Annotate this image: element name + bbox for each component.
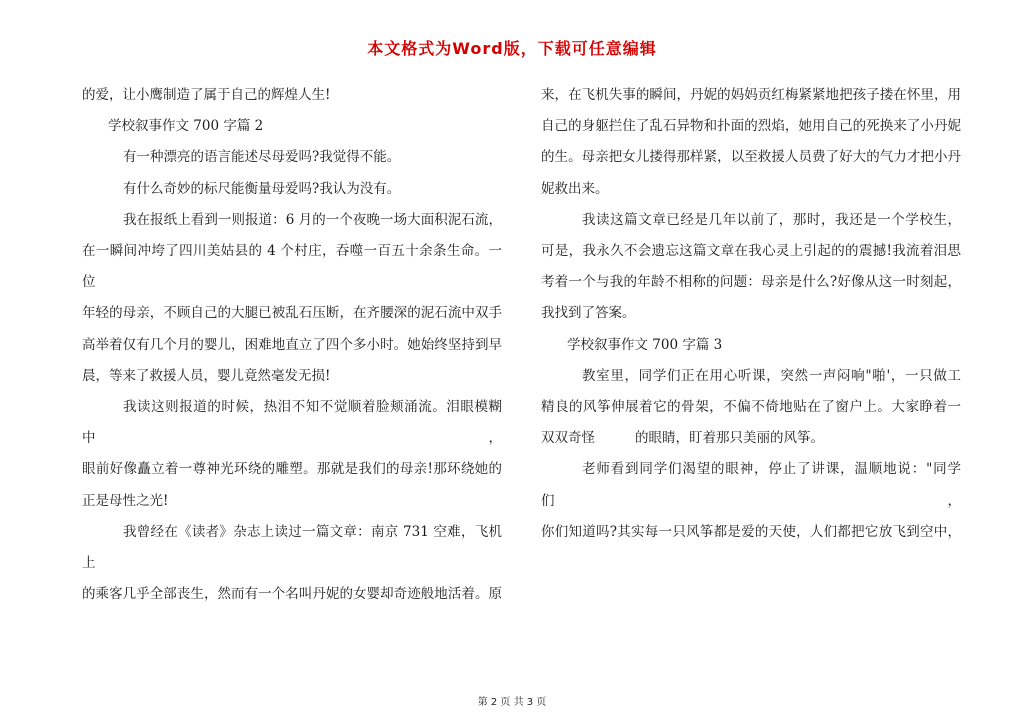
section-heading: 学校叙事作文 700 字篇 2 <box>108 118 264 135</box>
text-line: 我找到了答案。 <box>541 305 636 322</box>
text-line: 的生。母亲把女儿搂得那样紧，以至救援人员费了好大的气力才把小丹 <box>541 149 961 166</box>
paragraph: 有一种漂亮的语言能述尽母爱吗?我觉得不能。 <box>123 149 401 166</box>
left-column <box>82 80 502 610</box>
text-line: 在一瞬间冲垮了四川美姑县的 4 个村庄，吞噬一百五十余条生命。一位 <box>82 243 502 291</box>
text-line: 考着一个与我的年龄不相称的问题：母亲是什么?好像从这一时刻起， <box>541 274 961 291</box>
text-line: 我在报纸上看到一则报道：6 月的一个夜晚一场大面积泥石流， <box>123 211 502 228</box>
text-line: 正是母性之光! <box>82 492 169 509</box>
text-line: 眼前好像矗立着一尊神光环绕的雕塑。那就是我们的母亲!那环绕她的 <box>82 461 502 478</box>
text-fragment: 双双奇怪 <box>541 430 595 447</box>
text-line: 你们知道吗?其实每一只风筝都是爱的天使，人们都把它放飞到空中， <box>541 523 961 540</box>
text-line: 晨，等来了救援人员，婴儿竟然毫发无损! <box>82 367 331 384</box>
paragraph: 的爱，让小鹰制造了属于自己的辉煌人生! <box>82 87 331 103</box>
text-line: 年轻的母亲，不顾自己的大腿已被乱石压断，在齐腰深的泥石流中双手 <box>82 305 502 322</box>
text-line: 我读这则报道的时候，热泪不知不觉顺着脸颊涌流。泪眼模糊中， <box>82 399 502 447</box>
text-line: 老师看到同学们渴望的眼神，停止了讲课，温顺地说："同学们， <box>541 461 961 509</box>
text-line: 精良的风筝伸展着它的骨架，不偏不倚地贴在了窗户上。大家睁着一 <box>541 399 961 416</box>
text-line: 来，在飞机失事的瞬间，丹妮的妈妈贡红梅紧紧地把孩子搂在怀里，用 <box>541 87 961 103</box>
text-line: 的乘客几乎全部丧生，然而有一个名叫丹妮的女婴却奇迹般地活着。原 <box>82 586 502 603</box>
right-column <box>541 80 961 548</box>
text-line: 自己的身躯拦住了乱石异物和扑面的烈焰，她用自己的死换来了小丹妮 <box>541 118 961 135</box>
text-line: 我读这篇文章已经是几年以前了，那时，我还是一个学校生， <box>582 211 961 228</box>
text-line: 教室里，同学们正在用心听课，突然一声闷响"啪'，一只做工 <box>582 367 961 384</box>
download-banner: 本文格式为Word版，下载可任意编辑 <box>367 39 657 58</box>
paragraph: 有什么奇妙的标尺能衡量母爱吗?我认为没有。 <box>123 180 401 197</box>
text-fragment: 的眼睛，盯着那只美丽的风筝。 <box>635 430 824 447</box>
page-number: 第 2 页 共 3 页 <box>477 697 547 708</box>
text-line: 高举着仅有几个月的婴儿，困难地直立了四个多小时。她始终坚持到早 <box>82 336 502 353</box>
text-line: 妮救出来。 <box>541 180 609 197</box>
text-line <box>541 423 961 454</box>
text-line: 我曾经在《读者》杂志上读过一篇文章：南京 731 空难，飞机上 <box>82 523 502 572</box>
text-line: 可是，我永久不会遗忘这篇文章在我心灵上引起的的震撼!我流着泪思 <box>541 243 961 260</box>
section-heading: 学校叙事作文 700 字篇 3 <box>567 336 723 353</box>
